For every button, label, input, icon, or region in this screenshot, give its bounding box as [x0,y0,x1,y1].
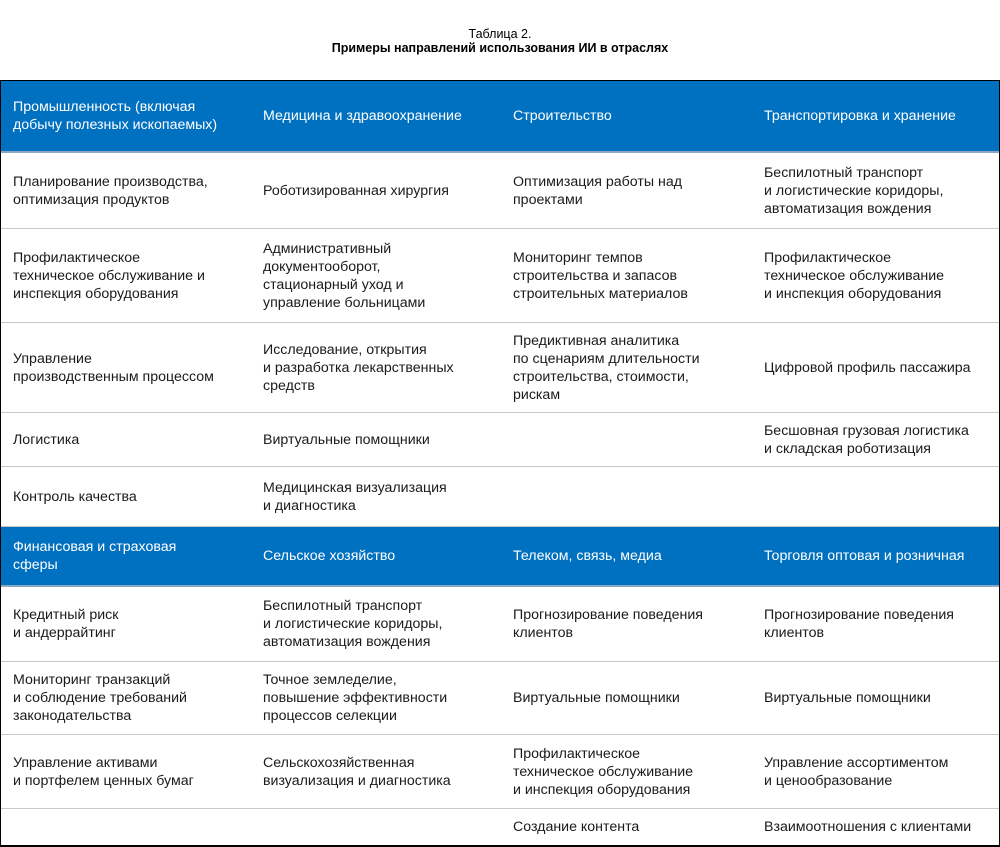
table-cell: Мониторинг темпов строительства и запасов строительных материалов [513,249,688,302]
table-cell: Профилактическое техническое обслуживание и инспекция оборудования [513,745,694,798]
table-cell: Взаимоотношения с клиентами [764,819,972,835]
header-cell-industry: Промышленность (включая добычу полезных ископаемых) [13,99,218,133]
table-cell: Прогнозирование поведения клиентов [513,607,703,641]
table-cell: Управление активами и портфелем ценных бумаг [13,754,194,789]
header-cell-construction: Строительство [513,108,612,124]
header-cell-transport: Транспортировка и хранение [764,108,956,124]
table-cell: Планирование производства, оптимизация продуктов [13,173,208,208]
table-row [1,662,999,735]
table-cell: Беспилотный транспорт и логистические коридоры, автоматизация вождения [764,164,944,217]
table-cell: Прогнозирование поведения клиентов [764,607,954,641]
table-cell: Контроль качества [13,488,137,505]
table-cell: Бесшовная грузовая логистика и складская роботизация [764,422,969,457]
table-row [1,587,999,662]
table-cell: Логистика [13,431,80,448]
header-cell-telecom: Телеком, связь, медиа [513,548,662,564]
table-cell: Оптимизация работы над проектами [513,173,683,208]
table-cell [1,809,251,845]
section-header-row [1,81,999,153]
table-cell: Исследование, открытия и разработка лекарственных средств [263,341,454,394]
header-cell-agriculture: Сельское хозяйство [263,548,396,564]
table-row [1,467,999,527]
table-cell: Управление ассортиментом и ценообразование [764,754,949,789]
table-cell: Профилактическое техническое обслуживание и инспекция оборудования [764,249,945,302]
table-cell: Роботизированная хирургия [263,182,449,199]
header-cell-finance: Финансовая и страховая сферы [13,539,177,573]
table-title: Примеры направлений использования ИИ в отраслях [331,41,669,55]
table-cell: Предиктивная аналитика по сценариям длительности строительства, стоимости, рискам [513,332,700,403]
table-cell [501,467,752,526]
header-cell-medicine: Медицина и здравоохранение [263,108,462,124]
table-row [1,413,999,467]
table-cell: Создание контента [513,819,640,835]
table-cell: Медицинская визуализация и диагностика [263,479,447,514]
table-row [1,229,999,323]
table-cell: Управление производственным процессом [13,350,214,385]
table-row [1,809,999,845]
table-cell: Профилактическое техническое обслуживание и инспекция оборудования [13,249,205,302]
table-row [1,323,999,413]
table-caption [0,27,1000,55]
table-cell [501,413,752,466]
table-cell: Административный документооборот, стационарный уход и управление больницами [263,240,426,311]
table-cell [752,467,999,526]
table-cell: Кредитный риск и андеррайтинг [13,607,119,641]
table-row [1,735,999,809]
ai-use-cases-table [0,80,1000,847]
table-number: Таблица 2. [468,27,532,41]
table-cell [251,809,501,845]
header-cell-retail: Торговля оптовая и розничная [764,548,965,564]
table-cell: Виртуальные помощники [263,431,430,448]
table-cell: Виртуальные помощники [513,690,680,706]
section-header-row [1,527,999,587]
table-cell: Сельскохозяйственная визуализация и диагностика [263,754,451,789]
table-row [1,153,999,229]
table-cell: Мониторинг транзакций и соблюдение требований законодательства [13,672,187,724]
table-cell: Беспилотный транспорт и логистические коридоры, автоматизация вождения [263,598,443,650]
table-cell: Цифровой профиль пассажира [764,359,971,376]
table-cell: Точное земледелие, повышение эффективности процессов селекции [263,672,448,724]
table-cell: Виртуальные помощники [764,690,931,706]
